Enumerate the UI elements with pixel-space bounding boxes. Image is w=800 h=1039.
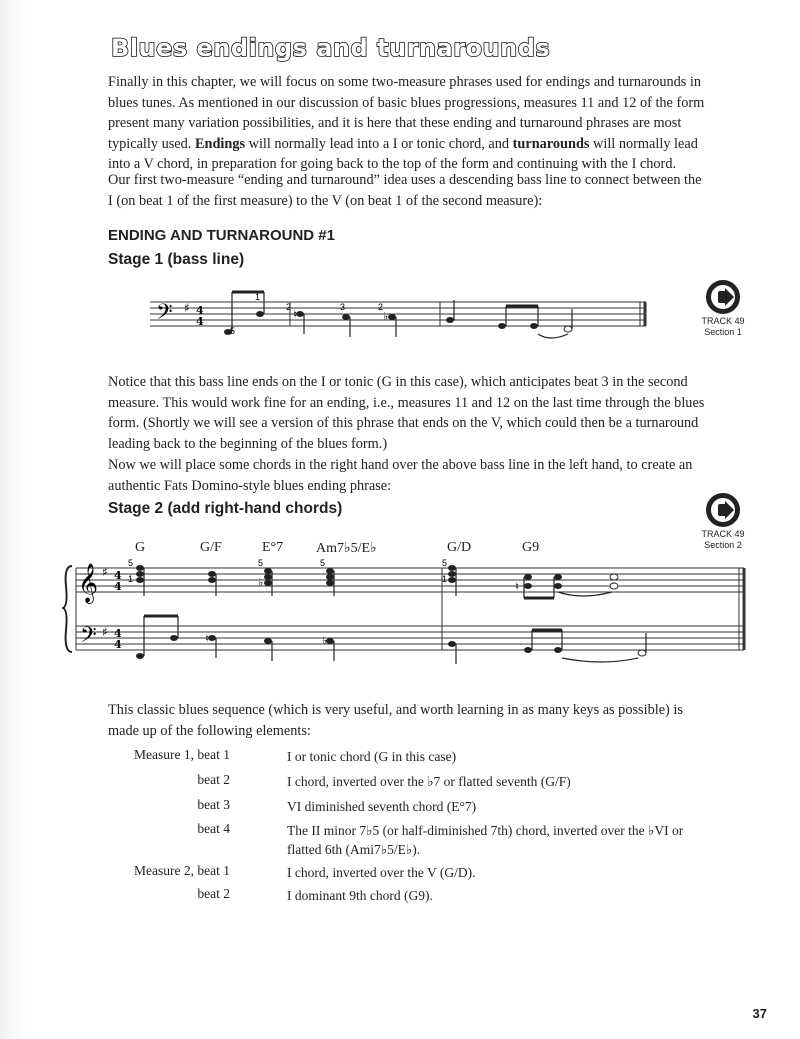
intro-paragraph-1: Finally in this chapter, we will focus on some two-measure phrases used for endings and turnarounds in blues tunes. As mentioned in our discussion of basic blues progressions, measures 11 and 12 of the form present many variation possibilities, and it is here that these ending and turnaround phrases are most typically used. Endings will normally lead into a I or tonic chord, and turnarounds will normally lead into a V chord, in preparation for going back to the top of the form and continuing with the I chord. — [108, 74, 705, 172]
note — [136, 577, 144, 583]
svg-text:4: 4 — [114, 580, 122, 593]
note — [326, 568, 334, 574]
fingering: 2 — [286, 302, 292, 312]
table-row-description: I chord, inverted over the V (G/D). — [287, 865, 476, 880]
track-section: Section 2 — [704, 540, 742, 550]
stage1-bass-staff — [150, 290, 650, 350]
note — [264, 638, 272, 644]
stage2-grand-staff — [62, 556, 748, 676]
note — [524, 647, 532, 653]
note — [448, 565, 456, 571]
note — [610, 583, 618, 589]
stage1-heading: Stage 1 (bass line) — [108, 251, 245, 268]
table-row-description: I chord, inverted over the ♭7 or flatted seventh (G/F) — [287, 774, 571, 789]
chord-symbol: G — [135, 540, 146, 555]
note — [326, 574, 334, 580]
note — [264, 568, 272, 574]
svg-text:𝄞: 𝄞 — [78, 563, 99, 603]
note — [170, 635, 178, 641]
svg-text:𝄢: 𝄢 — [156, 300, 173, 330]
table-row-label: beat 2 — [197, 772, 230, 787]
fingering: 5 — [258, 558, 264, 568]
svg-text:4: 4 — [196, 315, 204, 328]
fingering: 5 — [128, 558, 134, 568]
fingering: 5 — [442, 558, 448, 568]
section-heading: ENDING AND TURNAROUND #1 — [108, 227, 335, 244]
svg-text:4: 4 — [114, 627, 122, 640]
fingering: 3 — [340, 302, 346, 312]
table-row-label: beat 2 — [197, 886, 230, 901]
note — [448, 577, 456, 583]
svg-text:4: 4 — [114, 569, 122, 582]
track-label: TRACK 49 — [701, 316, 745, 326]
stage2-heading: Stage 2 (add right-hand chords) — [108, 500, 343, 517]
table-row-description: I dominant 9th chord (G9). — [287, 888, 433, 903]
paragraph-3: Notice that this bass line ends on the I or tonic (G in this case), which anticipates beat 3 in the second measure. This would work fine for an ending, i.e., measures 11 and 12 on the last time through the blues form. (Shortly we will see a version of this phrase that ends on the V, which could then be a turnaround leading back to the beginning of the blues form.) — [108, 374, 705, 452]
svg-text:4: 4 — [196, 304, 204, 317]
fingering: 1 — [255, 292, 261, 302]
chord-symbol: G/D — [447, 540, 472, 555]
chord-symbol: Am7♭5/E♭ — [316, 541, 377, 556]
note — [448, 571, 456, 577]
fingering: 5 — [230, 326, 236, 336]
note — [342, 314, 350, 320]
svg-text:♮: ♮ — [205, 632, 209, 645]
svg-text:4: 4 — [114, 638, 122, 651]
note — [264, 580, 272, 586]
note — [326, 580, 334, 586]
note — [208, 577, 216, 583]
note — [530, 323, 538, 329]
track-label: TRACK 49 — [701, 529, 745, 539]
page-number: 37 — [752, 1006, 767, 1021]
fingering: 5 — [320, 558, 326, 568]
table-row-description: VI diminished seventh chord (E°7) — [287, 799, 477, 814]
paragraph-4: Now we will place some chords in the right hand over the above bass line in the left hand, to create an authentic Fats Domino-style blues ending phrase: — [108, 457, 693, 494]
note — [256, 311, 264, 317]
note — [498, 323, 506, 329]
page-title: Blues endings and turnarounds — [111, 34, 551, 62]
fingering: 2 — [378, 302, 384, 312]
note — [554, 574, 562, 580]
svg-text:♮: ♮ — [515, 580, 519, 593]
table-row-description: I or tonic chord (G in this case) — [287, 749, 457, 764]
svg-text:♯: ♯ — [102, 565, 108, 579]
track-badge-1[interactable] — [693, 280, 753, 338]
track-section: Section 1 — [704, 327, 742, 337]
cd-icon — [706, 280, 740, 314]
note — [448, 641, 456, 647]
track-badge-2[interactable] — [693, 493, 753, 551]
scan-edge — [0, 0, 26, 1039]
svg-text:♭: ♭ — [383, 310, 389, 323]
svg-text:♯: ♯ — [184, 301, 190, 315]
table-row-description: The II minor 7♭5 (or half-diminished 7th) chord, inverted over the ♭VI or flatted 6th (Ami7♭5/E♭). — [287, 823, 684, 857]
note — [208, 571, 216, 577]
svg-text:♮: ♮ — [293, 308, 297, 321]
chord-symbol: E°7 — [262, 540, 284, 555]
note — [136, 653, 144, 659]
note — [554, 583, 562, 589]
note — [446, 317, 454, 323]
note — [638, 650, 646, 656]
table-row-label: beat 4 — [197, 821, 230, 836]
note — [264, 574, 272, 580]
table-intro: This classic blues sequence (which is very useful, and worth learning in as many keys as possible) is made up of the following elements: — [108, 702, 683, 739]
note — [136, 565, 144, 571]
table-row-label: Measure 1, beat 1 — [134, 747, 230, 762]
note — [388, 314, 396, 320]
note — [208, 635, 216, 641]
cd-icon — [706, 493, 740, 527]
chord-symbol: G/F — [200, 540, 222, 555]
fingering: 1 — [442, 574, 448, 584]
note — [564, 326, 572, 332]
note — [524, 583, 532, 589]
table-row-label: Measure 2, beat 1 — [134, 863, 230, 878]
svg-text:𝄢: 𝄢 — [80, 623, 97, 653]
svg-text:♭: ♭ — [322, 634, 328, 647]
note — [136, 571, 144, 577]
table-row-label: beat 3 — [197, 797, 230, 812]
svg-text:♯: ♯ — [102, 625, 108, 639]
fingering: 1 — [128, 574, 134, 584]
note — [524, 574, 532, 580]
note — [296, 311, 304, 317]
note — [554, 647, 562, 653]
intro-paragraph-2: Our first two-measure “ending and turnaround” idea uses a descending bass line to connect between the I (on beat 1 of the first measure) to the V (on beat 1 of the second measure): — [108, 172, 702, 209]
svg-text:♭: ♭ — [258, 576, 264, 589]
note — [610, 574, 618, 580]
chord-symbol: G9 — [522, 540, 540, 555]
